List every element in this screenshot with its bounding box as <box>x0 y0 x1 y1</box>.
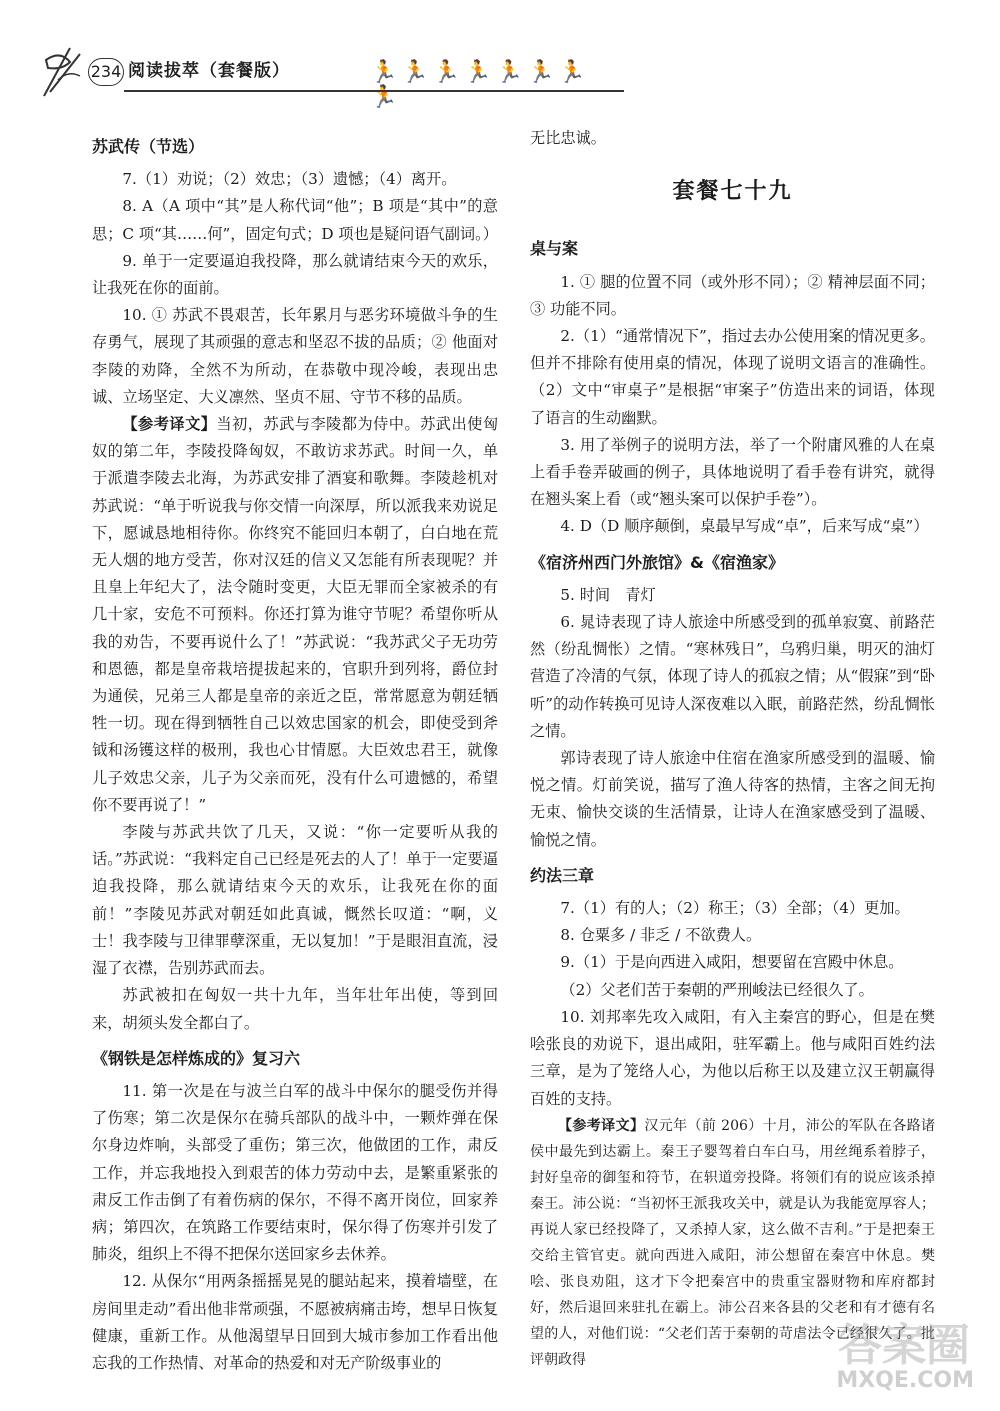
answer-paragraph <box>92 193 498 247</box>
answer-paragraph <box>92 411 498 819</box>
translation-tag: 【参考译文】 <box>122 415 217 434</box>
paragraph-text: 6. 晁诗表现了诗人旅途中所感受到的孤单寂寞、前路茫然（纷乱惆怅）之情。“寒林残日”，乌鸦归巢，明灭的油灯营造了冷清的气氛，体现了诗人的孤寂之情；从“假寐”到“卧听”的动作转换可见诗人深夜难以入眠，前路茫然，纷乱惆怅之情。 <box>530 613 935 740</box>
paragraph-text: 9. 单于一定要逼迫我投降，那么就请结束今天的欢乐，让我死在你的面前。 <box>92 251 498 298</box>
right-column <box>530 125 935 1373</box>
translation-tag: 【参考译文】 <box>558 1117 645 1134</box>
paragraph-text: 10. ① 苏武不畏艰苦，长年累月与恶劣环境做斗争的生存勇气，展现了其顽强的意志和坚忍不拔的品质；② 他面对李陵的劝降，全然不为所动，在恭敬中现冷峻，表现出忠诚、立场坚定、大义凛然、坚贞不屈、守节不移的品质。 <box>92 306 498 406</box>
header-rule <box>124 90 624 92</box>
paragraph-text: 苏武被扣在匈奴一共十九年，当年壮年出使，等到回来，胡须头发全都白了。 <box>92 986 498 1032</box>
paragraph-text: 8. 仓粟多 / 非乏 / 不欲费人。 <box>560 926 762 945</box>
paragraph-text: 11. 第一次是在与波兰白军的战斗中保尔的腿受伤并得了伤寒；第二次是保尔在骑兵部队的战斗中，一颗炸弹在保尔身边炸响，头部受了重伤；第三次，他做团的工作，肃反工作，并忘我地投入到艰苦的体力劳动中去，是繁重紧张的肃反工作击倒了有着伤病的保尔，不得不离开岗位，回家养病；第四次，在筑路工作要结束时，保尔得了伤寒并引发了肺炎，组织上不得不把保尔送回家乡去休养。 <box>92 1081 498 1264</box>
answer-paragraph <box>530 125 935 152</box>
page-number: 234 <box>88 58 124 86</box>
set-title: 套餐七十九 <box>672 178 793 205</box>
answer-paragraph <box>530 895 935 922</box>
paragraph-text: 李陵与苏武共饮了几天，又说：“你一定要听从我的话。”苏武说：“我料定自己已经是死去的人了！单于一定要逼迫我投降，那么就请结束今天的欢乐，让我死在你的面前！”李陵见苏武对朝廷如此真诚，慨然长叹道：“啊，义士！我李陵与卫律罪孽深重，无以复加！”于是眼泪直流，浸湿了衣襟，告别苏武而去。 <box>92 823 498 978</box>
paragraph-text: 3. 用了举例子的说明方法，举了一个附庸风雅的人在桌上看手卷弄破画的例子，具体地说明了看手卷有讲究，就得在翘头案上看（或“翘头案可以保护手卷”）。 <box>530 435 935 509</box>
paragraph-text: 12. 从保尔“用两条摇摇晃晃的腿站起来，摸着墙壁，在房间里走动”看出他非常顽强，不愿被病痛击垮，想早日恢复健康，重新工作。从他渴望早日回到大城市参加工作看出他忘我的工作热情、对革命的热爱和对无产阶级事业的 <box>92 1272 498 1372</box>
answer-paragraph <box>92 166 498 193</box>
paragraph-text: 9.（1）于是向西进入咸阳，想要留在宫殿中休息。 <box>560 953 904 972</box>
paragraph-text: 1. ① 腿的位置不同（或外形不同）；② 精神层面不同；③ 功能不同。 <box>530 272 935 318</box>
paragraph-text: （2）父老们苦于秦朝的严刑峻法已经很久了。 <box>560 980 874 999</box>
paragraph-text: 2.（1）“通常情况下”，指过去办公使用案的情况更多。但并不排除有使用桌的情况，体现了说明文语言的准确性。（2）文中“审桌子”是根据“审案子”仿造出来的词语，体现了语言的生动幽默。 <box>530 327 935 427</box>
answer-paragraph <box>530 977 935 1004</box>
left-column <box>92 125 498 1377</box>
answer-paragraph <box>92 1268 498 1377</box>
paragraph-text: 5. 时间 青灯 <box>560 585 656 604</box>
paragraph-text: 当初，苏武与李陵都为侍中。苏武出使匈奴的第二年，李陵投降匈奴，不敢访求苏武。时间一久，单于派遣李陵去北海，为苏武安排了酒宴和歌舞。李陵趁机对苏武说：“单于听说我与你交情一向深厚，所以派我来劝说足下，愿诚恳地相待你。你终究不能回归本朝了，白白地在荒无人烟的地方受苦，你对汉廷的信义又怎能有所表现呢？并且皇上年纪大了，法令随时变更，大臣无罪而全家被杀的有几十家，安危不可预料。你还打算为谁守节呢？希望你听从我的劝告，不要再说什么了！”苏武说：“我苏武父子无功劳和恩德，都是皇帝栽培提拔起来的，官职升到列将，爵位封为通侯，兄弟三人都是皇帝的亲近之臣，常常愿意为朝廷牺牲一切。现在得到牺牲自己以效忠国家的机会，即使受到斧钺和汤镬这样的极刑，我也心甘情愿。大臣效忠君王，就像儿子效忠父亲，儿子为父亲而死，没有什么可遗憾的，希望你不要再说了！” <box>92 415 499 814</box>
answer-paragraph <box>530 949 935 976</box>
book-title: 阅读拔萃（套餐版） <box>128 61 290 81</box>
answer-paragraph <box>530 513 935 540</box>
section-heading: 苏武传（节选） <box>92 137 205 156</box>
paragraph-text: 10. 刘邦率先攻入咸阳，有入主秦宫的野心，但是在樊哙张良的劝说下，退出咸阳，驻军霸上。他与咸阳百姓约法三章，是为了笼络人心，为他以后称王以及建立汉王朝赢得百姓的支持。 <box>530 1007 935 1108</box>
answer-paragraph <box>92 302 498 411</box>
answer-paragraph <box>530 745 935 854</box>
answer-paragraph <box>92 1078 498 1268</box>
section-heading: 桌与案 <box>530 239 579 259</box>
paragraph-text: 7.（1）有的人；（2）称王；（3）全部；（4）更加。 <box>560 899 910 918</box>
section-heading: 《宿济州西门外旅馆》&《宿渔家》 <box>530 552 784 572</box>
paragraph-text: 8. A（A 项中“其”是人称代词“他”；B 项是“其中”的意思；C 项“其……何”，固定句式；D 项也是疑问语气副词。） <box>92 197 498 243</box>
paragraph-text: 7.（1）劝说；（2）效忠；（3）遗憾；（4）离开。 <box>122 170 457 189</box>
answer-paragraph <box>530 323 935 432</box>
answer-paragraph <box>530 269 935 323</box>
answer-paragraph <box>530 922 935 949</box>
watermark-logo: 答案圈 MXQE.COM <box>836 1320 974 1393</box>
answer-paragraph <box>530 582 935 609</box>
section-heading: 《钢铁是怎样炼成的》复习六 <box>92 1048 301 1068</box>
answer-paragraph <box>530 1004 935 1113</box>
paragraph-text: 郭诗表现了诗人旅途中住宿在渔家所感受到的温暖、愉悦之情。灯前笑说，描写了渔人待客的热情，主客之间无拘无束、愉快交谈的生活情景，让诗人在渔家感受到了温暖、愉悦之情。 <box>530 749 935 849</box>
paragraph-text: 汉元年（前 206）十月，沛公的军队在各路诸侯中最先到达霸上。秦王子婴驾着白车白马，用丝绳系着脖子，封好皇帝的御玺和符节，在轵道旁投降。将领们有的说应该杀掉秦王。沛公说：“当初怀王派我攻关中，就是认为我能宽厚容人；再说人家已经投降了，又杀掉人家，这么做不吉利。”于是把秦王交给主管官吏。就向西进入咸阳，沛公想留在秦宫中休息。樊哙、张良劝阻，这才下令把秦宫中的贵重宝器财物和库府都封好，然后退回来驻扎在霸上。沛公召来各县的父老和有才德有名望的人，对他们说：“父老们苦于秦朝的苛虐法令已经很久了。批评朝政得 <box>530 1117 935 1368</box>
answer-paragraph <box>530 432 935 514</box>
answer-paragraph <box>530 609 935 745</box>
runners-decoration-icon: 🏃🏃🏃🏃🏃🏃🏃🏃 <box>370 60 590 110</box>
answer-paragraph <box>92 982 498 1036</box>
section-heading: 约法三章 <box>530 865 595 885</box>
answer-paragraph <box>92 819 498 982</box>
paragraph-text: 4. D（D 顺序颠倒，桌最早写成“卓”，后来写成“桌”） <box>560 517 929 536</box>
paragraph-text: 无比忠诚。 <box>530 129 606 147</box>
answer-paragraph <box>92 248 498 302</box>
page-header <box>40 40 600 110</box>
